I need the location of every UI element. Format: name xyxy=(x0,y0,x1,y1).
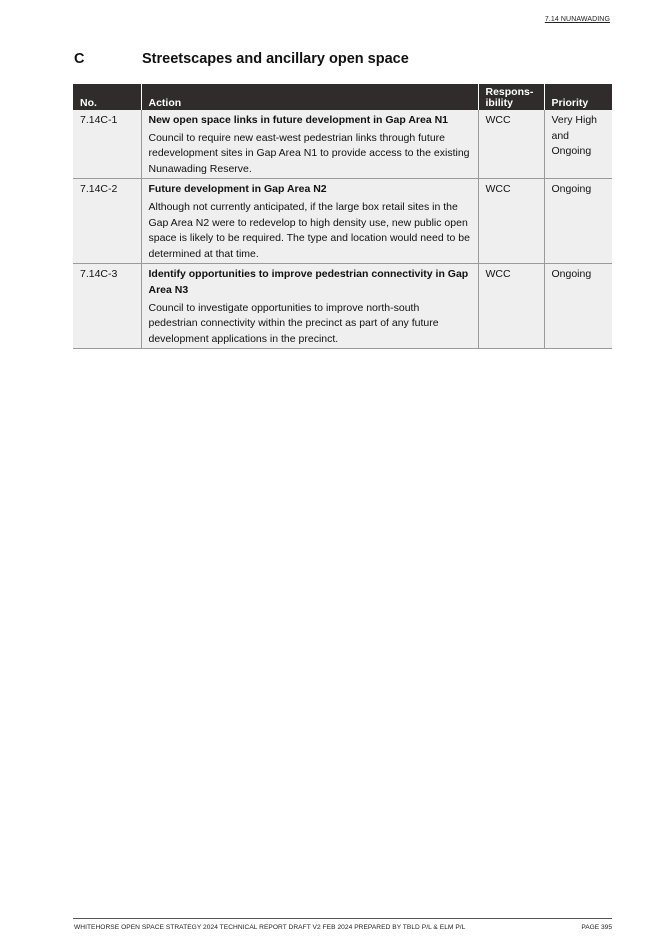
header-action: Action xyxy=(141,84,478,110)
action-body: Council to require new east-west pedestrian links through future redevelopment sites in Gap Area N1 to provide access to the existing Nunawading Reserve. xyxy=(148,131,470,175)
row-number: 7.14C-3 xyxy=(73,264,141,349)
footer-divider xyxy=(73,918,612,919)
table-header-row xyxy=(73,84,612,110)
header-responsibility-line1: Respons- xyxy=(485,86,534,98)
section-letter: C xyxy=(74,51,85,67)
row-priority: Ongoing xyxy=(544,179,612,264)
action-title: Future development in Gap Area N2 xyxy=(148,183,327,196)
footer-page-number: PAGE 395 xyxy=(581,924,612,931)
table-row xyxy=(73,110,612,179)
header-priority: Priority xyxy=(544,84,612,110)
header-responsibility-line2: ibility xyxy=(485,97,513,109)
action-body: Council to investigate opportunities to improve north-south pedestrian connectivity within the precinct as part of any future development applications in the precinct. xyxy=(148,301,439,345)
header-no: No. xyxy=(73,84,141,110)
row-responsibility: WCC xyxy=(478,110,544,179)
row-priority: Very High and Ongoing xyxy=(544,110,612,179)
header-responsibility xyxy=(478,84,544,110)
footer-document-info: WHITEHORSE OPEN SPACE STRATEGY 2024 TECHNICAL REPORT DRAFT V2 FEB 2024 PREPARED BY TBLD P/L & ELM P/L xyxy=(74,924,466,931)
actions-table xyxy=(73,84,612,349)
row-priority: Ongoing xyxy=(544,264,612,349)
row-responsibility: WCC xyxy=(478,264,544,349)
section-title: Streetscapes and ancillary open space xyxy=(142,51,409,67)
action-body: Although not currently anticipated, if the large box retail sites in the Gap Area N2 were to redevelop to high density use, new public open space is likely to be required. The type and location would need to be determined at that time. xyxy=(148,200,470,260)
row-responsibility: WCC xyxy=(478,179,544,264)
row-number: 7.14C-2 xyxy=(73,179,141,264)
row-action xyxy=(141,179,478,264)
row-action xyxy=(141,264,478,349)
table-row xyxy=(73,264,612,349)
running-header: 7.14 NUNAWADING xyxy=(544,16,610,23)
section-heading xyxy=(74,51,409,67)
action-title: Identify opportunities to improve pedestrian connectivity in Gap Area N3 xyxy=(148,268,469,296)
action-title: New open space links in future development in Gap Area N1 xyxy=(148,114,449,126)
table-row xyxy=(73,179,612,264)
row-number: 7.14C-1 xyxy=(73,110,141,179)
row-action xyxy=(141,110,478,179)
